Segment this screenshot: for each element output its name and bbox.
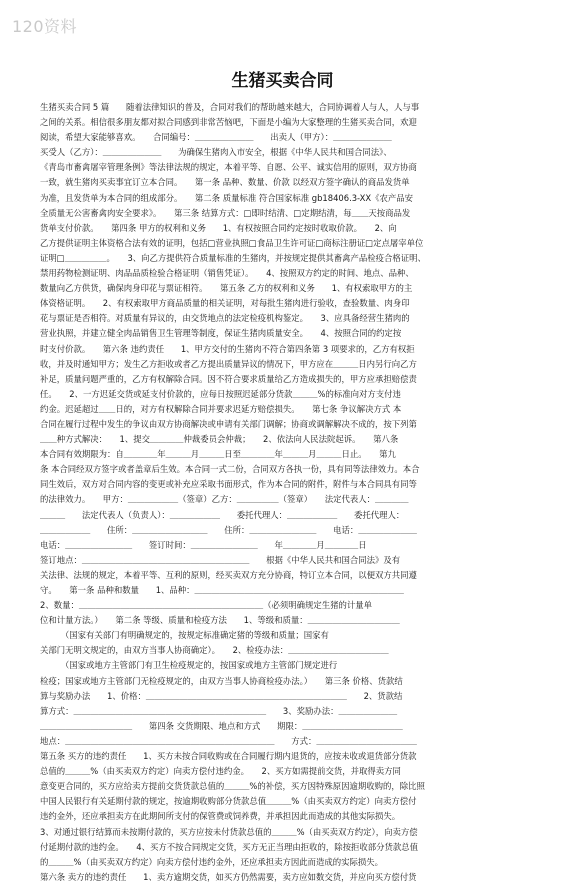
text-line: 任。 2、一方迟延交货或延支付价款的，应每日按照迟延部分货款＿＿＿%的标准向对方支付违 [40, 388, 401, 399]
text-line: 补足，质量问题严重的，乙方有权解除合同。因不符合要求质量给乙方造成损失的，甲方应承担赔偿责 [40, 373, 417, 384]
text-line: 生猪买卖合同 5 篇 随着法律知识的普及，合同对我们的帮助越来越大，合同协调着人与人，人与事 [40, 102, 420, 112]
text-line: 意变更合同的，买方应给卖方提前交货货款总值的＿＿＿%的补偿，买方因特殊原因逾期收购的，除比照 [40, 781, 425, 792]
text-line: 营业执照，并建立健全肉品销售卫生管理等制度，保证生猪肉质量安全。 4、按照合同的约定按 [40, 328, 402, 339]
text-line: 3、对通过银行结算而未按期付款的，买方应按未付货款总值的＿＿＿%（由买卖双方约定），向卖方偿 [40, 826, 418, 837]
text-line: 违约金外，还应承担卖方在此期间所支付的保管费或饲养费，并承担因此而造成的其他实际损失。 [40, 811, 401, 822]
text-line: 为准，且发货单为本合同的组成部分。 第二条 质量标准 符合国家标准 gb18406.3-XX《农产品安 [40, 192, 414, 203]
text-line: 一致，就生猪肉买卖事宜订立本合同。 第一条 品种、数量、价款 以经双方签字确认的商品发货单 [40, 177, 410, 188]
text-line: 收，并及时通知甲方；发生乙方拒收或者乙方提出质量异议的情况下，甲方应在＿＿＿日内另行向乙方 [40, 358, 417, 369]
document-body [40, 100, 530, 885]
text-line: 禁用药物检测证明、肉品品质检验合格证明（销售凭证）。 4、按照双方约定的时间、地点、品种、 [40, 268, 414, 279]
text-line: 全质量无公害畜禽肉安全要求》。 第三条 结算方式：□即时结清、□定期结清，每＿＿天按商品发 [40, 207, 411, 218]
text-line: 约金。迟延超过＿＿日的，对方有权解除合同并要求迟延方赔偿损失。 第七条 争议解决方式 本 [40, 403, 402, 414]
text-line: 中国人民银行有关延期付款的规定，按逾期收购部分货款总值＿＿＿%（由买卖双方约定）向卖方偿付 [40, 796, 417, 807]
text-line: 时支付价款。 第六条 违约责任 1、甲方交付的生猪肉不符合第四条第 3 项要求的，乙方有权拒 [40, 343, 415, 354]
text-line: 2、数量：＿＿＿＿＿＿＿＿＿＿＿＿＿＿＿＿＿＿＿＿＿＿（必须明确规定生猪的计量单 [40, 600, 372, 611]
text-line: 算与奖励办法 1、价格：＿＿＿＿＿＿＿＿＿＿＿＿＿＿＿＿＿＿＿＿＿＿＿＿ 2、货款结 [40, 690, 403, 701]
text-line: 阅读，希望大家能够喜欢。 合同编号：＿＿＿＿＿＿＿ 出卖人（甲方）：＿＿＿＿＿＿＿ [40, 132, 392, 143]
text-line: 本合同有效期限为：自＿＿＿＿年＿＿＿月＿＿＿日至＿＿＿＿年＿＿＿月＿＿＿日止。 第九 [40, 449, 396, 460]
text-line: 电话：＿＿＿＿＿＿＿＿ 签订时间：＿＿＿＿＿＿＿＿ 年＿＿＿＿月＿＿＿＿日 [40, 539, 367, 550]
text-line: 条 本合同经双方签字或者盖章后生效。本合同一式二份，合同双方各执一份，具有同等法律效力。本合 [40, 464, 420, 475]
text-line: 的法律效力。 甲方：＿＿＿＿＿＿（签章）乙方：＿＿＿＿＿（签章） 法定代表人：＿＿＿＿ [40, 494, 409, 505]
text-line: 合同在履行过程中发生的争议由双方协商解决或申请有关部门调解；协商或调解解决不成的，按下列第 [40, 418, 417, 429]
text-line: ＿＿种方式解决： 1、提交＿＿＿＿仲裁委员会仲裁； 2、依法向人民法院起诉。 第八条 [40, 434, 399, 445]
text-line: 证明□＿＿＿＿＿。 3、向乙方提供符合质量标准的生猪肉，并按规定提供其畜禽产品检疫合格证明、 [40, 252, 426, 263]
text-line: 位和计量方法。） 第二条 等级、质量和检疫方法 1、等级和质量：＿＿＿＿＿＿＿＿＿＿＿ [40, 615, 400, 626]
text-line: 花与票证是否相符。对质量有异议的，由交货地点的法定检疫机构鉴定。 3、应具备经营生猪肉的 [40, 313, 410, 324]
text-line: 算方式：＿＿＿＿＿＿＿＿＿＿＿＿＿＿＿＿＿＿＿＿＿＿＿ 3、奖励办法：＿＿＿＿＿＿＿ [40, 705, 398, 716]
text-line: 总值的＿＿＿%（由买卖双方约定）向卖方偿付违约金。 2、买方如需提前交货，并取得卖方同 [40, 766, 401, 777]
text-line: 第五条 买方的违约责任 1、买方未按合同收购或在合同履行期内退货的，应按未收或退货部分货款 [40, 751, 417, 762]
text-line: （国家或地方主管部门有卫生检疫规定的，按国家或地方主管部门规定进行 [40, 660, 338, 671]
text-line: （国家有关部门有明确规定的，按规定标准确定猪的等级和质量；国家有 [40, 630, 329, 641]
text-line: 的＿＿＿%（由买卖双方约定）向卖方偿付违约金外，还应承担卖方因此而造成的实际损失。 [40, 856, 383, 867]
text-line: ＿＿＿ 法定代表人（负责人）：＿＿＿＿＿＿ 委托代理人：＿＿＿＿＿＿ 委托代理人： [40, 509, 405, 520]
text-line: 关法律、法规的规定，本着平等、互利的原则，经买卖双方充分协商，特订立本合同，以便双方共同遵 [40, 569, 417, 580]
text-line: 同生效后，双方对合同内容的变更或补充应采取书面形式，作为本合同的附件，附件与本合同具有同等 [40, 479, 417, 490]
text-line: 第六条 卖方的违约责任 1、卖方逾期交货，如买方仍然需要，卖方应如数交货，并应向买方偿付货 [40, 871, 417, 882]
text-line: ＿＿＿＿＿＿ 住所：＿＿＿＿＿＿＿＿＿ 住所：＿＿＿＿＿＿＿＿ 电话：＿＿＿＿＿＿＿ [40, 524, 417, 535]
text-line: 《青岛市畜禽屠宰管理条例》等法律法规的规定，本着平等、自愿、公平、诚实信用的原则，双方协商 [40, 162, 417, 173]
text-line: 签订地点：＿＿＿＿＿＿＿＿＿＿＿＿＿＿＿＿＿＿＿＿ 根据《中华人民共和国合同法》及有 [40, 554, 401, 565]
text-line: 货单支付价款。 第四条 甲方的权利和义务 1、有权按照合同约定按时收取价款。 2、向 [40, 222, 397, 233]
text-line: 买受人（乙方）：＿＿＿＿＿＿＿ 为确保生猪肉入市安全，根据《中华人民共和国合同法》、 [40, 147, 392, 158]
watermark-logo: 120资料 [12, 17, 78, 36]
text-line: 地点：＿＿＿＿＿＿＿＿＿＿＿＿＿＿＿＿＿＿＿＿＿＿＿＿＿ 方式：＿＿＿＿＿＿＿＿＿＿＿＿ [40, 735, 417, 746]
text-line: 数量向乙方供货，确保肉身印花与票证相符。 第五条 乙方的权利和义务 1、有权索取甲方的主 [40, 283, 413, 294]
text-line: ＿＿＿＿＿＿＿＿＿＿＿ 第四条 交货期限、地点和方式 期限：＿＿＿＿＿＿＿＿＿＿＿＿ [40, 720, 403, 731]
text-line: 守。 第一条 品种和数量 1、品种：＿＿＿＿＿＿＿＿＿＿＿＿＿＿＿＿＿＿＿＿＿＿＿＿＿ [40, 585, 404, 595]
text-line: 付延期付款的违约金。 4、买方不按合同规定交货，买方无正当理由拒收的，除按拒收部分货款总值 [40, 841, 419, 852]
text-line: 检疫；国家或地方主管部门无检疫规定的，由双方当事人协商检疫办法。） 第三条 价格、货款结 [40, 675, 403, 686]
text-line: 体资格证明。 2、有权索取甲方商品质量的相关证明，对每批生猪肉进行验收，查验数量、肉身印 [40, 298, 410, 309]
text-line: 关部门无明文规定的，由双方当事人协商确定）。 2、检疫办法：＿＿＿＿＿＿＿＿＿＿＿＿ [40, 645, 389, 656]
text-line: 之间的关系。相信很多朋友都对拟合同感到非常苦恼吧，下面是小编为大家整理的生猪买卖合同，欢迎 [40, 117, 417, 128]
document-title: 生猪买卖合同 [231, 71, 334, 91]
text-line: 乙方提供证明主体资格合法有效的证明，包括□营业执照□食品卫生许可证□商标注册证□定点屠宰单位 [40, 237, 424, 248]
